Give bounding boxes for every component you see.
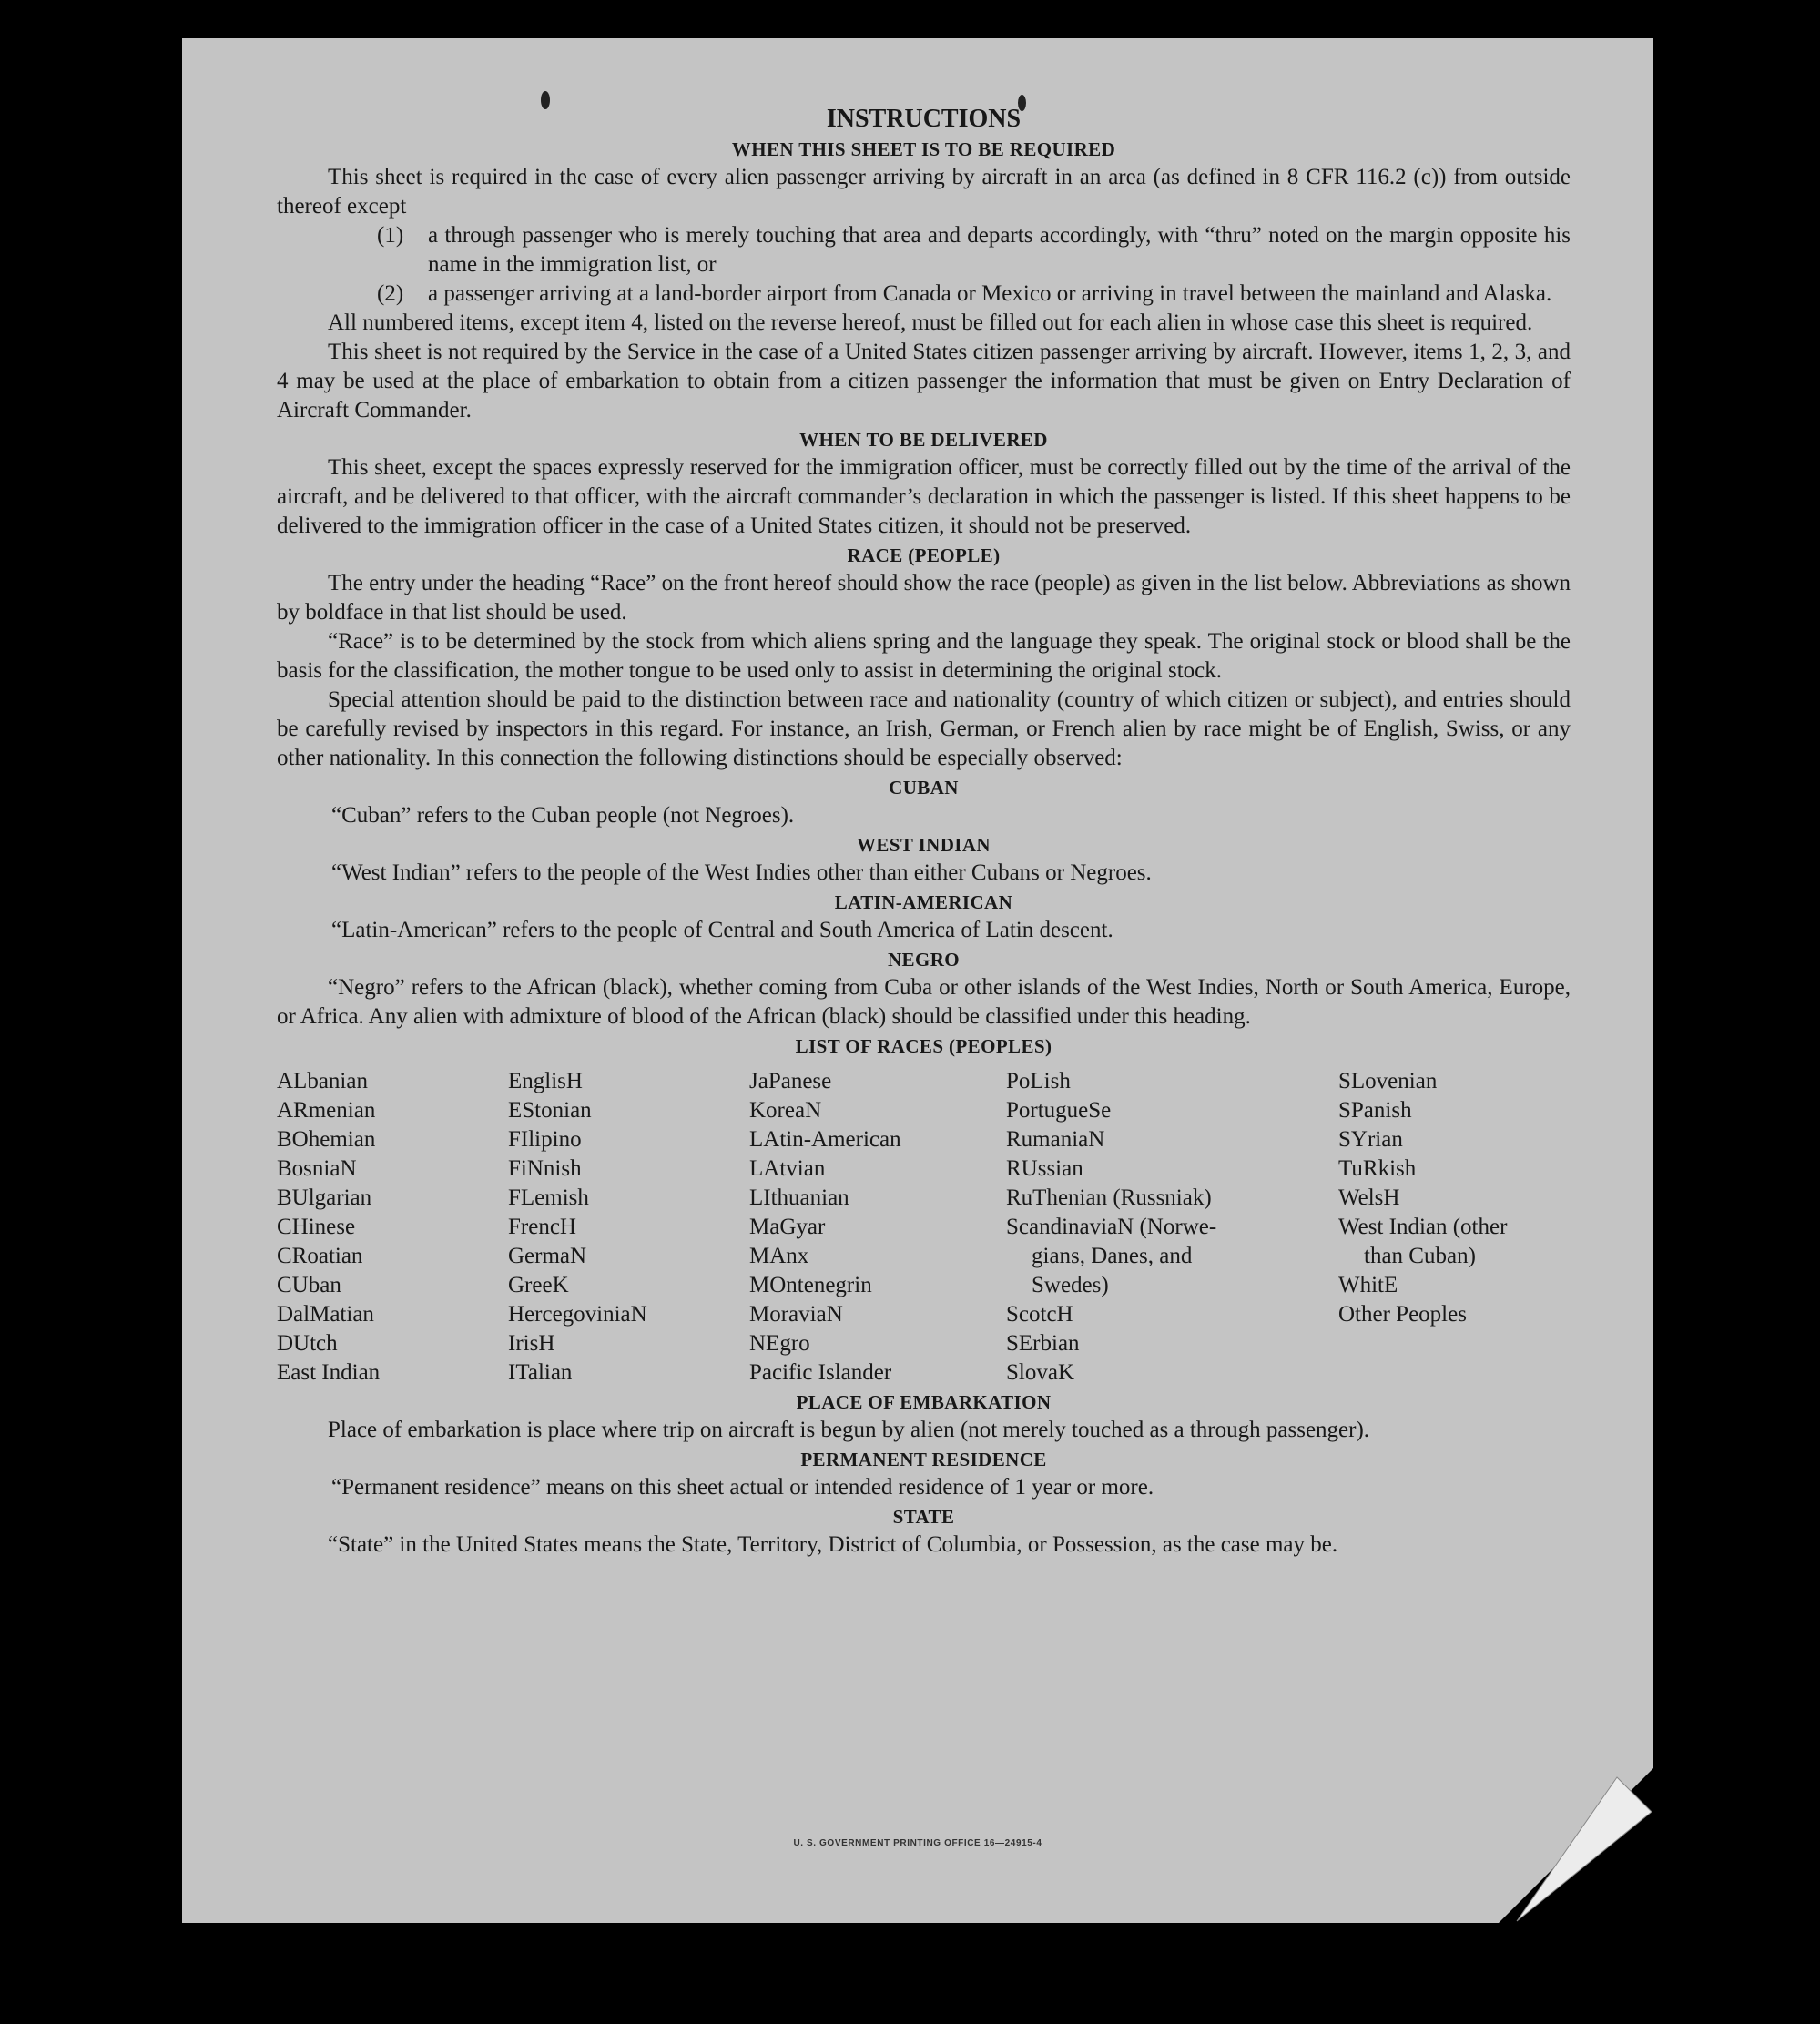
race-entry: GreeK xyxy=(508,1273,569,1297)
race-entry: EnglisH xyxy=(508,1069,583,1093)
definition-negro: “Negro” refers to the African (black), whether coming from Cuba or other islands of the West Indies, North or South America, Europe, or Africa. Any alien with admixture of blood of the African (black) should be classified under this heading. xyxy=(277,975,1571,1029)
race-entry: WelsH xyxy=(1338,1185,1400,1210)
paragraph-required-intro: This sheet is required in the case of every alien passenger arriving by aircraft in an area (as defined in 8 CFR 116.2 (c)) from outside thereof except xyxy=(277,165,1571,219)
exception-number: (1) xyxy=(377,223,404,248)
paragraph-delivery: This sheet, except the spaces expressly reserved for the immigration officer, must be correctly filled out by the time of the arrival of the aircraft, and be delivered to that officer, with the aircraft commander’s declaration in which the passenger is listed. If this sheet happens to be delivered to the immigration officer in the case of a United States citizen, it should not be preserved. xyxy=(277,455,1571,538)
race-entry: LAtvian xyxy=(749,1156,826,1181)
races-column xyxy=(1006,1067,1338,1388)
paragraph-race-nationality: Special attention should be paid to the distinction between race and nationality (country of which citizen or subject), and entries should be carefully revised by inspectors in this regard. For instance, an Irish, German, or French alien by race might be of English, Swiss, or any other nationality. In this connection the following distinctions should be especially observed: xyxy=(277,687,1571,770)
race-entry: LIthuanian xyxy=(749,1185,849,1210)
race-entry: JaPanese xyxy=(749,1069,832,1093)
race-entry: FIlipino xyxy=(508,1127,582,1152)
race-entry: GermaN xyxy=(508,1244,587,1268)
paragraph-race-stock: “Race” is to be determined by the stock from which aliens spring and the language they speak. The original stock or blood shall be the basis for the classification, the mother tongue to be used only to assist in determining the original stock. xyxy=(277,629,1571,683)
definition-residence: “Permanent residence” means on this sheet actual or intended residence of 1 year or more. xyxy=(331,1475,1154,1500)
race-entry: DUtch xyxy=(277,1331,338,1356)
section-heading-list-of-races: LIST OF RACES (PEOPLES) xyxy=(795,1035,1052,1057)
race-entry: LAtin-American xyxy=(749,1127,901,1152)
race-entry: HercegoviniaN xyxy=(508,1302,647,1327)
section-heading-race: RACE (PEOPLE) xyxy=(847,544,1001,566)
race-entry: CUban xyxy=(277,1273,341,1297)
races-column xyxy=(1338,1067,1571,1388)
race-entry: DalMatian xyxy=(277,1302,374,1327)
race-entry: NEgro xyxy=(749,1331,810,1356)
exception-item xyxy=(277,221,1571,280)
race-entry: PoLish xyxy=(1006,1069,1071,1093)
races-column xyxy=(508,1067,749,1388)
page-title: INSTRUCTIONS xyxy=(826,105,1022,133)
race-entry: WhitE xyxy=(1338,1273,1398,1297)
race-entry: ScandinaviaN (Norwe- xyxy=(1006,1215,1217,1239)
race-entry: than Cuban) xyxy=(1364,1244,1476,1268)
races-column xyxy=(749,1067,1006,1388)
race-entry: RUssian xyxy=(1006,1156,1083,1181)
race-entry: East Indian xyxy=(277,1360,381,1385)
race-entry: TuRkish xyxy=(1338,1156,1417,1181)
printer-imprint: U. S. GOVERNMENT PRINTING OFFICE 16—24915-4 xyxy=(793,1838,1042,1848)
section-heading-embarkation: PLACE OF EMBARKATION xyxy=(796,1391,1052,1413)
section-heading-when-delivered: WHEN TO BE DELIVERED xyxy=(799,429,1048,451)
race-entry: FiNnish xyxy=(508,1156,582,1181)
definition-latin-american: “Latin-American” refers to the people of Central and South America of Latin descent. xyxy=(331,918,1113,942)
definition-embarkation: Place of embarkation is place where trip on aircraft is begun by alien (not merely touched as a through passenger). xyxy=(328,1418,1370,1442)
race-entry: Pacific Islander xyxy=(749,1360,892,1385)
race-entry: BUlgarian xyxy=(277,1185,372,1210)
race-entry: ITalian xyxy=(508,1360,573,1385)
race-entry: Swedes) xyxy=(1032,1273,1109,1297)
race-entry: EStonian xyxy=(508,1098,592,1123)
race-entry: ALbanian xyxy=(277,1069,368,1093)
race-entry: SLovenian xyxy=(1338,1069,1438,1093)
section-heading-cuban: CUBAN xyxy=(889,777,959,798)
exception-item xyxy=(277,280,1571,309)
race-entry: RuThenian (Russniak) xyxy=(1006,1185,1212,1210)
race-entry: Other Peoples xyxy=(1338,1302,1467,1327)
race-entry: IrisH xyxy=(508,1331,555,1356)
race-entry: CRoatian xyxy=(277,1244,363,1268)
race-entry: SlovaK xyxy=(1006,1360,1074,1385)
race-entry: PortugueSe xyxy=(1006,1098,1112,1123)
definition-west-indian: “West Indian” refers to the people of the West Indies other than either Cubans or Negroes. xyxy=(331,860,1152,885)
section-heading-when-required: WHEN THIS SHEET IS TO BE REQUIRED xyxy=(731,138,1116,160)
section-heading-latin-american: LATIN-AMERICAN xyxy=(834,891,1013,913)
race-entry: MOntenegrin xyxy=(749,1273,872,1297)
race-entry: KoreaN xyxy=(749,1098,822,1123)
document-page xyxy=(182,38,1653,1923)
race-entry: SPanish xyxy=(1338,1098,1412,1123)
race-entry: MAnx xyxy=(749,1244,809,1268)
race-entry: SErbian xyxy=(1006,1331,1080,1356)
races-list xyxy=(277,1067,1571,1388)
instructions-text xyxy=(277,104,1571,1560)
race-entry: FrencH xyxy=(508,1215,576,1239)
race-entry: RumaniaN xyxy=(1006,1127,1105,1152)
section-heading-negro: NEGRO xyxy=(887,949,960,971)
race-entry: MaGyar xyxy=(749,1215,826,1239)
section-heading-state: STATE xyxy=(892,1506,955,1528)
race-entry: BosniaN xyxy=(277,1156,357,1181)
exception-number: (2) xyxy=(377,281,404,306)
definition-state: “State” in the United States means the State, Territory, District of Columbia, or Possession, as the case may be. xyxy=(328,1532,1338,1557)
race-entry: FLemish xyxy=(508,1185,589,1210)
exception-text: a through passenger who is merely touching that area and departs accordingly, with “thru” noted on the margin opposite his name in the immigration list, or xyxy=(428,223,1571,277)
paragraph-citizen-note: This sheet is not required by the Service in the case of a United States citizen passenger arriving by aircraft. However, items 1, 2, 3, and 4 may be used at the place of embarkation to obtain from a citizen passenger the information that must be given on Entry Declaration of Aircraft Commander. xyxy=(277,340,1571,422)
race-entry: CHinese xyxy=(277,1215,356,1239)
section-heading-west-indian: WEST INDIAN xyxy=(857,834,991,856)
exception-text: a passenger arriving at a land-border airport from Canada or Mexico or arriving in travel between the mainland and Alaska. xyxy=(428,281,1552,306)
paragraph-race-entry: The entry under the heading “Race” on the front hereof should show the race (people) as given in the list below. Abbreviations as shown by boldface in that list should be used. xyxy=(277,571,1571,625)
race-entry: MoraviaN xyxy=(749,1302,843,1327)
race-entry: gians, Danes, and xyxy=(1032,1244,1193,1268)
race-entry: ARmenian xyxy=(277,1098,376,1123)
race-entry: ScotcH xyxy=(1006,1302,1073,1327)
definition-cuban: “Cuban” refers to the Cuban people (not Negroes). xyxy=(331,803,795,828)
race-entry: West Indian (other xyxy=(1338,1215,1508,1239)
section-heading-residence: PERMANENT RESIDENCE xyxy=(800,1449,1047,1470)
races-column xyxy=(277,1067,508,1388)
race-entry: BOhemian xyxy=(277,1127,376,1152)
race-entry: SYrian xyxy=(1338,1127,1403,1152)
page-curl-corner xyxy=(1499,1768,1653,1923)
paragraph-numbered-items: All numbered items, except item 4, listed on the reverse hereof, must be filled out for each alien in whose case this sheet is required. xyxy=(328,310,1533,335)
